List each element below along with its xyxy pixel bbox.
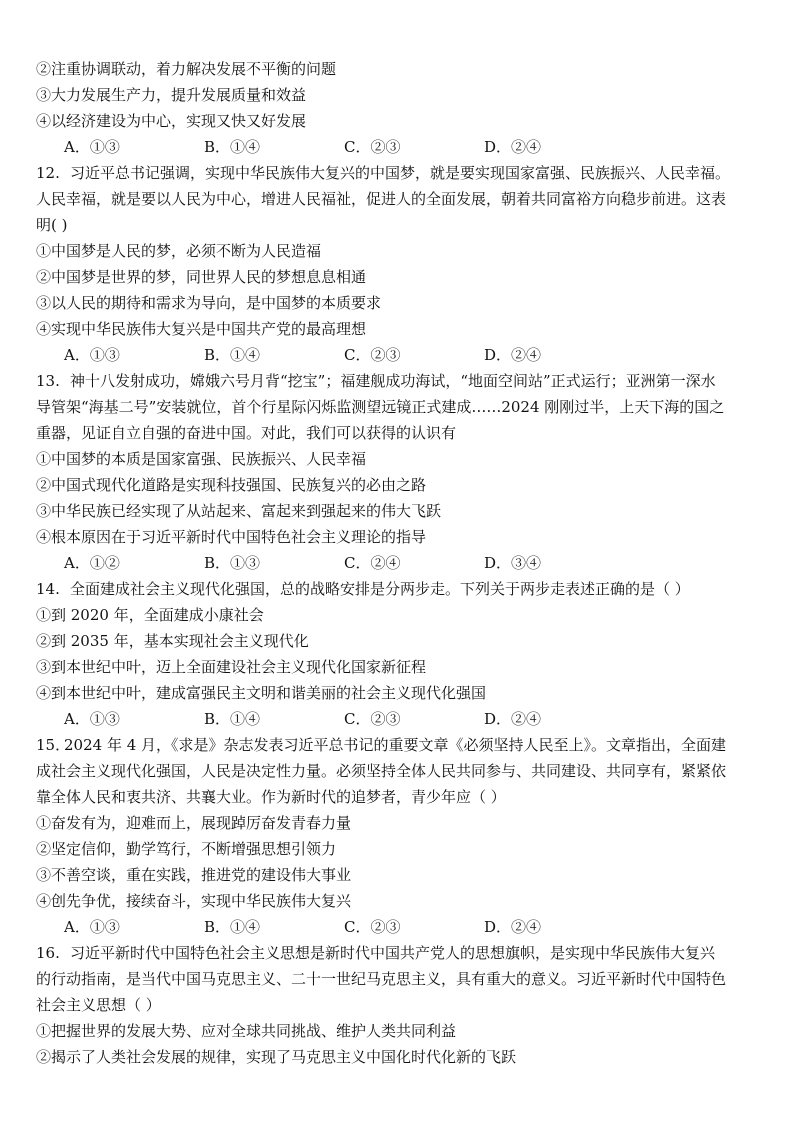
q16-stem-line-3: 社会主义思想（ ） [36,996,161,1014]
q11-statement-3: ③大力发展生产力，提升发展质量和效益 [36,86,307,104]
q13-options [36,550,760,576]
q16-statement-1: ①把握世界的发展大势、应对全球共同挑战、维护人类共同利益 [36,1022,457,1040]
q12-option-b[interactable]: B．①④ [204,346,261,364]
q14-statement-1: ①到 2020 年，全面建成小康社会 [36,606,264,624]
q12-option-d[interactable]: D．②④ [484,346,542,364]
q15-statement-1: ①奋发有为，迎难而上，展现踔厉奋发青春力量 [36,814,352,832]
q13-stem-text-1: 神十八发射成功，嫦娥六号月背“挖宝”；福建舰成功海试，“地面空间站”正式运行；亚洲第一深水 [70,372,716,390]
q13-stem-line-2: 导管架“海基二号”安装就位，首个行星际闪烁监测望远镜正式建成……2024 刚刚过半，上天下海的国之 [36,398,725,416]
q16-statement-2: ②揭示了人类社会发展的规律，实现了马克思主义中国化时代化新的飞跃 [36,1048,517,1066]
q12-stem-line-3: 明( ) [36,216,68,234]
q15-option-b[interactable]: B．①④ [204,918,261,936]
q11-option-a[interactable]: A．①③ [64,138,120,156]
q13-option-b[interactable]: B．①③ [204,554,261,572]
q11-statement-2: ②注重协调联动，着力解决发展不平衡的问题 [36,60,337,78]
q13-statement-2: ②中国式现代化道路是实现科技强国、民族复兴的必由之路 [36,476,427,494]
q12-statement-2: ②中国梦是世界的梦，同世界人民的梦想息息相通 [36,268,367,286]
q13-option-d[interactable]: D．③④ [484,554,542,572]
q14-option-d[interactable]: D．②④ [484,710,542,728]
q12-statement-4: ④实现中华民族伟大复兴是中国共产党的最高理想 [36,320,367,338]
q15-statement-4: ④创先争优，接续奋斗，实现中华民族伟大复兴 [36,892,352,910]
q11-option-b[interactable]: B．①④ [204,138,261,156]
q15-stem-line-3: 靠全体人民和衷共济、共襄大业。作为新时代的追梦者，青少年应（ ） [36,788,506,806]
q12-stem-line-2: 人民幸福，就是要以人民为中心，增进人民福祉，促进人的全面发展，朝着共同富裕方向稳步前进。这表 [36,190,727,208]
q12-option-a[interactable]: A．①③ [64,346,120,364]
q15-number: 15． [36,736,71,754]
q14-statement-2: ②到 2035 年，基本实现社会主义现代化 [36,632,309,650]
q13-statement-1: ①中国梦的本质是国家富强、民族振兴、人民幸福 [36,450,367,468]
q16-stem-line-2: 的行动指南，是当代中国马克思主义、二十一世纪马克思主义，具有重大的意义。习近平新时代中国特色 [36,970,727,988]
q12-option-c[interactable]: C．②③ [344,346,401,364]
q12-stem-text-1: 习近平总书记强调，实现中华民族伟大复兴的中国梦，就是要实现国家富强、民族振兴、人民幸福。 [70,164,731,182]
q13-statement-4: ④根本原因在于习近平新时代中国特色社会主义理论的指导 [36,528,427,546]
q15-statement-3: ③不善空谈，重在实践，推进党的建设伟大事业 [36,866,352,884]
q11-option-d[interactable]: D．②④ [484,138,542,156]
q15-stem-line-2: 成社会主义现代化强国，人民是决定性力量。必须坚持全体人民共同参与、共同建设、共同享有，紧紧依 [36,762,727,780]
q16-stem-text-1: 习近平新时代中国特色社会主义思想是新时代中国共产党人的思想旗帜，是实现中华民族伟大复兴 [70,944,716,962]
q11-statement-4: ④以经济建设为中心，实现又快又好发展 [36,112,307,130]
q16-number: 16. [36,944,60,962]
q15-stem-text-1: 2024 年 4 月，《求是》杂志发表习近平总书记的重要文章《必须坚持人民至上》。文章指出，全面建 [64,736,727,754]
q15-options [36,914,760,940]
q12-stem-line-1 [36,160,760,186]
q13-option-a[interactable]: A．①② [64,554,120,572]
q12-statement-3: ③以人民的期待和需求为导向，是中国梦的本质要求 [36,294,382,312]
exam-content [36,56,760,1070]
q15-option-c[interactable]: C．②③ [344,918,401,936]
q14-option-c[interactable]: C．②③ [344,710,401,728]
q15-stem-line-1 [36,732,760,758]
q11-options [36,134,760,160]
q15-option-d[interactable]: D．②④ [484,918,542,936]
q14-statement-3: ③到本世纪中叶，迈上全面建设社会主义现代化国家新征程 [36,658,427,676]
q14-stem-line-1 [36,576,760,602]
q14-option-b[interactable]: B．①④ [204,710,261,728]
q12-number: 12. [36,164,60,182]
q12-options [36,342,760,368]
q13-statement-3: ③中华民族已经实现了从站起来、富起来到强起来的伟大飞跃 [36,502,442,520]
q16-stem-line-1 [36,940,760,966]
q13-stem-line-3: 重器，见证自立自强的奋进中国。对此，我们可以获得的认识有 [36,424,457,442]
q12-statement-1: ①中国梦是人民的梦，必须不断为人民造福 [36,242,322,260]
q14-options [36,706,760,732]
q14-number: 14. [36,580,60,598]
q14-stem-text-1: 全面建成社会主义现代化强国，总的战略安排是分两步走。下列关于两步走表述正确的是（ ） [70,580,690,598]
q11-option-c[interactable]: C．②③ [344,138,401,156]
q14-statement-4: ④到本世纪中叶，建成富强民主文明和谐美丽的社会主义现代化强国 [36,684,487,702]
q13-stem-line-1 [36,368,760,394]
q14-option-a[interactable]: A．①③ [64,710,120,728]
q13-number: 13. [36,372,60,390]
q15-option-a[interactable]: A．①③ [64,918,120,936]
q13-option-c[interactable]: C．②④ [344,554,401,572]
q15-statement-2: ②坚定信仰，勤学笃行，不断增强思想引领力 [36,840,337,858]
